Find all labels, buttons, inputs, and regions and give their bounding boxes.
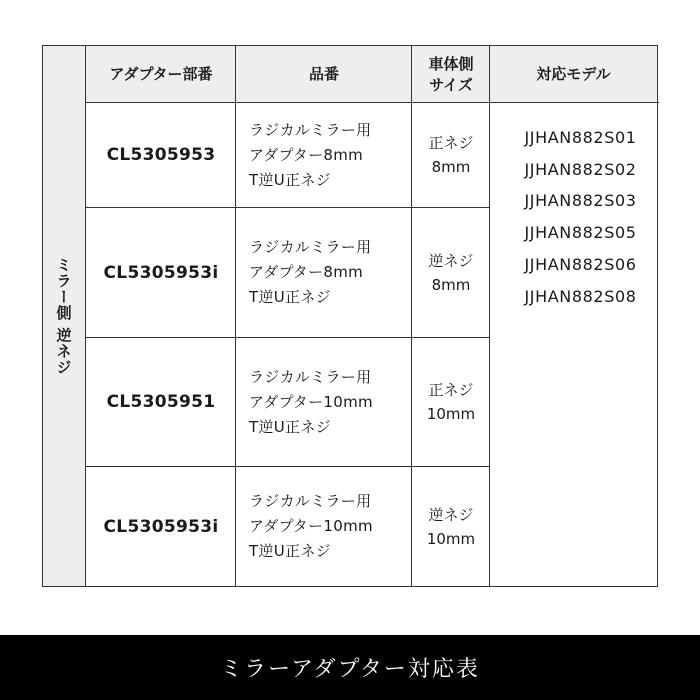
table-row-size — [412, 103, 490, 207]
table-row-product — [236, 208, 412, 337]
part-number: CL5305953i — [103, 516, 219, 537]
table-row-size — [412, 467, 490, 586]
header-product — [236, 46, 412, 103]
size-thread: 正ネジ — [428, 134, 474, 152]
product-line: T逆U正ネジ — [249, 170, 331, 189]
header-adapter-part — [86, 46, 236, 103]
table-row-size — [412, 338, 490, 466]
part-number: CL5305951 — [106, 392, 216, 412]
model-item: JJHAN882S05 — [524, 223, 637, 243]
footer-title: ミラーアダプター対応表 — [220, 657, 480, 682]
product-line: アダプター10mm — [249, 392, 373, 411]
table-row-part — [86, 103, 236, 207]
model-item: JJHAN882S08 — [524, 286, 637, 306]
size-thread: 正ネジ — [428, 381, 474, 399]
product-line: ラジカルミラー用 — [249, 492, 372, 510]
product-line: アダプター8mm — [249, 263, 364, 281]
compatible-models-list — [504, 122, 657, 312]
header-models — [490, 46, 657, 103]
table-row-product — [236, 467, 412, 586]
product-line: ラジカルミラー用 — [249, 367, 372, 386]
product-line: アダプター10mm — [249, 517, 373, 535]
compatibility-table — [42, 45, 658, 587]
product-line: ラジカルミラー用 — [249, 120, 372, 139]
footer-banner — [0, 635, 700, 700]
size-value: 10mm — [426, 405, 476, 423]
size-value: 8mm — [431, 275, 471, 294]
header-vehicle-size — [412, 46, 490, 103]
header-vehicle-size-line2: サイズ — [429, 75, 473, 94]
product-line: アダプター8mm — [249, 145, 364, 164]
model-item: JJHAN882S06 — [524, 254, 637, 274]
header-vehicle-size-line1: 車体側 — [428, 55, 474, 74]
size-thread: 逆ネジ — [428, 251, 474, 270]
header-models-label: 対応モデル — [536, 65, 611, 84]
model-item: JJHAN882S03 — [524, 191, 637, 211]
size-thread: 逆ネジ — [428, 505, 474, 524]
model-item: JJHAN882S02 — [524, 159, 637, 179]
size-value: 10mm — [426, 529, 476, 548]
part-number: CL5305953 — [106, 145, 216, 165]
table-row-part — [86, 338, 236, 466]
table-row-product — [236, 338, 412, 466]
size-value: 8mm — [431, 158, 471, 176]
header-product-label: 品番 — [308, 65, 339, 84]
table-row-part — [86, 208, 236, 337]
product-line: T逆U正ネジ — [249, 542, 331, 560]
side-label: ミラー側 逆ネジ — [54, 256, 73, 376]
table-row-part — [86, 467, 236, 586]
product-line: T逆U正ネジ — [249, 288, 331, 306]
product-line: T逆U正ネジ — [249, 417, 331, 436]
model-item: JJHAN882S01 — [524, 128, 637, 147]
product-line: ラジカルミラー用 — [249, 238, 372, 256]
header-adapter-part-label: アダプター部番 — [109, 65, 213, 84]
table-row-size — [412, 208, 490, 337]
table-row-product — [236, 103, 412, 207]
part-number: CL5305953i — [103, 262, 219, 283]
side-label-cell — [43, 46, 86, 586]
